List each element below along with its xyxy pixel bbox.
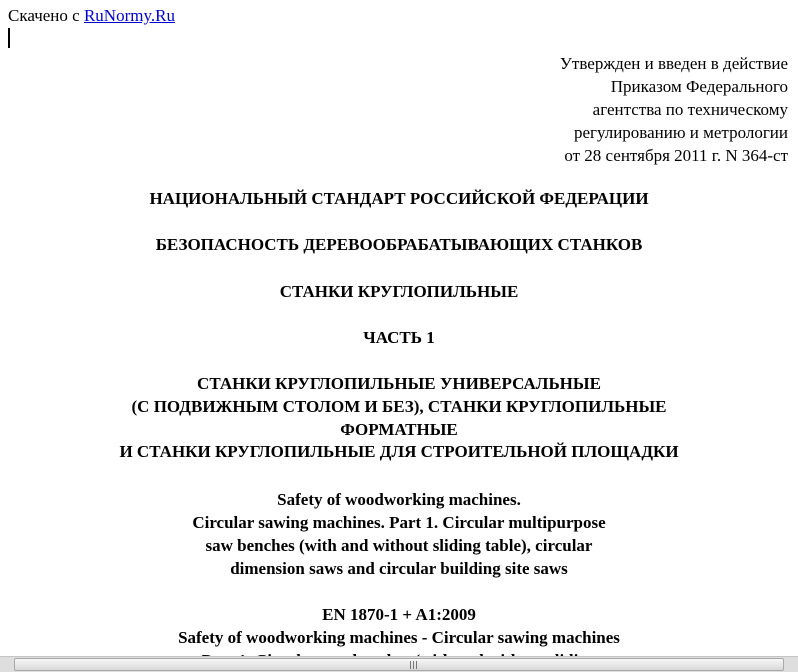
download-source-prefix: Скачено с (8, 6, 84, 25)
download-source-line (8, 6, 175, 26)
subtitle-line: СТАНКИ КРУГЛОПИЛЬНЫЕ УНИВЕРСАЛЬНЫЕ (197, 374, 601, 393)
approval-line: регулированию и метрологии (573, 123, 788, 142)
grip-icon (410, 661, 419, 669)
approval-line: от 28 сентября 2011 г. N 364-ст (564, 146, 788, 165)
en-standard-line: Safety of woodworking machines - Circular sawing machines (178, 628, 620, 647)
approval-line: Утвержден и введен в действие (559, 54, 788, 73)
en-standard-line: EN 1870-1 + A1:2009 (322, 605, 476, 624)
approval-block (560, 52, 788, 167)
standard-title (0, 188, 798, 210)
english-title-line: Safety of woodworking machines. (277, 490, 521, 509)
standard-title-text: НАЦИОНАЛЬНЫЙ СТАНДАРТ РОССИЙСКОЙ ФЕДЕРАЦИИ (149, 189, 649, 208)
approval-line: агентства по техническому (592, 100, 788, 119)
runormy-link[interactable]: RuNormy.Ru (83, 6, 175, 25)
safety-title (0, 234, 798, 256)
subtitle-line: (С ПОДВИЖНЫМ СТОЛОМ И БЕЗ), СТАНКИ КРУГЛОПИЛЬНЫЕ (131, 396, 667, 416)
machines-title (0, 281, 798, 303)
horizontal-scrollbar[interactable] (0, 656, 798, 672)
text-cursor (8, 28, 10, 48)
english-title-line: saw benches (with and without sliding table), circular (205, 536, 593, 555)
english-title-line: dimension saws and circular building site saws (230, 559, 568, 578)
subtitle-line: И СТАНКИ КРУГЛОПИЛЬНЫЕ ДЛЯ СТРОИТЕЛЬНОЙ ПЛОЩАДКИ (119, 442, 679, 462)
subtitle-line: ФОРМАТНЫЕ (340, 419, 458, 439)
part-title-text: ЧАСТЬ 1 (363, 328, 435, 347)
english-title-block (0, 488, 798, 580)
machines-title-text: СТАНКИ КРУГЛОПИЛЬНЫЕ (279, 282, 519, 301)
subtitle-block (0, 373, 798, 464)
approval-line: Приказом Федерального (610, 77, 788, 96)
safety-title-text: БЕЗОПАСНОСТЬ ДЕРЕВООБРАБАТЫВАЮЩИХ СТАНКОВ (155, 235, 643, 254)
part-title (0, 327, 798, 349)
scrollbar-thumb[interactable] (14, 658, 784, 671)
english-title-line: Circular sawing machines. Part 1. Circular multipurpose (192, 513, 606, 532)
